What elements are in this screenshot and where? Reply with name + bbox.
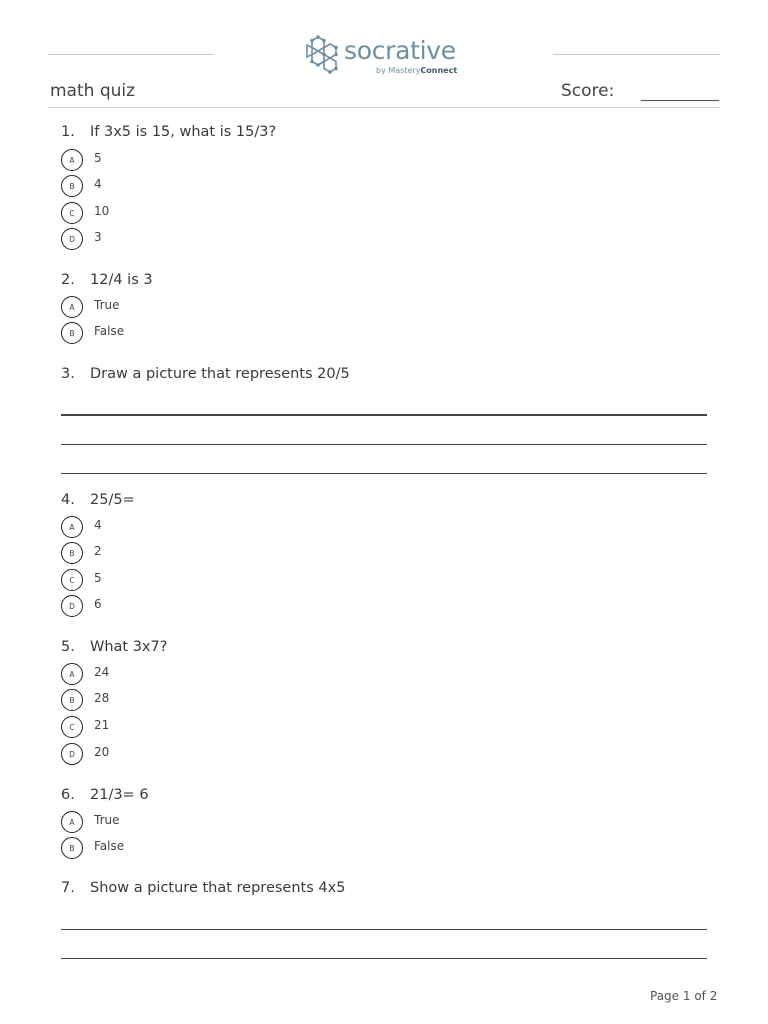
page-number: Page 1 of 2 — [650, 989, 718, 1003]
option-text: 4 — [94, 177, 102, 191]
hexagon-logo-icon — [306, 35, 340, 75]
option-bubble[interactable]: B — [61, 689, 83, 711]
option-bubble[interactable]: C — [61, 202, 83, 224]
answer-line[interactable] — [61, 929, 707, 930]
answer-line[interactable] — [61, 444, 707, 445]
logo-by-text: by Mastery — [376, 66, 421, 75]
logo-byline — [376, 66, 457, 75]
logo-wordmark: socrative — [344, 36, 456, 65]
question-number: 5. — [61, 639, 75, 655]
option-bubble[interactable]: B — [61, 322, 83, 344]
question-text: 21/3= 6 — [90, 787, 149, 803]
option-text: 3 — [94, 230, 102, 244]
option-text: 24 — [94, 665, 110, 679]
option-bubble[interactable]: B — [61, 175, 83, 197]
question-text: Draw a picture that represents 20/5 — [90, 366, 350, 382]
question-text: 25/5= — [90, 492, 135, 508]
question-number: 6. — [61, 787, 75, 803]
question-number: 3. — [61, 366, 75, 382]
option-bubble[interactable]: A — [61, 149, 83, 171]
option-text: 21 — [94, 718, 110, 732]
question-text: 12/4 is 3 — [90, 272, 153, 288]
question-5 — [61, 639, 167, 655]
answer-line[interactable] — [61, 414, 707, 416]
question-3 — [61, 366, 350, 382]
question-text: What 3x7? — [90, 639, 168, 655]
option-text: 4 — [94, 518, 102, 532]
option-text: 5 — [94, 571, 102, 585]
option-bubble[interactable]: C — [61, 716, 83, 738]
option-text: False — [94, 839, 125, 853]
question-number: 2. — [61, 272, 75, 288]
option-text: 10 — [94, 204, 110, 218]
option-bubble[interactable]: B — [61, 837, 83, 859]
question-2 — [61, 272, 153, 288]
option-text: 5 — [94, 151, 102, 165]
socrative-logo — [306, 34, 466, 78]
option-text: False — [94, 324, 125, 338]
answer-line[interactable] — [61, 473, 707, 474]
option-bubble[interactable]: B — [61, 542, 83, 564]
question-7 — [61, 880, 345, 896]
score-blank-line — [641, 100, 719, 101]
score-label: Score: — [561, 81, 615, 101]
option-bubble[interactable]: C — [61, 569, 83, 591]
header-separator — [48, 107, 720, 108]
quiz-title: math quiz — [50, 81, 136, 101]
option-text: True — [94, 298, 120, 312]
logo-by-brand: Connect — [420, 66, 458, 75]
option-bubble[interactable]: A — [61, 811, 83, 833]
option-text: 28 — [94, 691, 110, 705]
option-bubble[interactable]: A — [61, 663, 83, 685]
header-right-rule — [553, 54, 720, 55]
question-text: If 3x5 is 15, what is 15/3? — [90, 124, 277, 140]
option-bubble[interactable]: D — [61, 595, 83, 617]
option-text: 2 — [94, 544, 102, 558]
question-6 — [61, 787, 149, 803]
question-number: 1. — [61, 124, 75, 140]
header-left-rule — [48, 54, 214, 55]
question-text: Show a picture that represents 4x5 — [90, 880, 346, 896]
answer-line[interactable] — [61, 958, 707, 959]
option-bubble[interactable]: A — [61, 516, 83, 538]
question-number: 4. — [61, 492, 75, 508]
option-text: 20 — [94, 745, 110, 759]
question-1 — [61, 124, 276, 140]
option-bubble[interactable]: D — [61, 228, 83, 250]
question-number: 7. — [61, 880, 75, 896]
question-4 — [61, 492, 135, 508]
option-bubble[interactable]: A — [61, 296, 83, 318]
option-text: True — [94, 813, 120, 827]
option-text: 6 — [94, 597, 102, 611]
option-bubble[interactable]: D — [61, 743, 83, 765]
